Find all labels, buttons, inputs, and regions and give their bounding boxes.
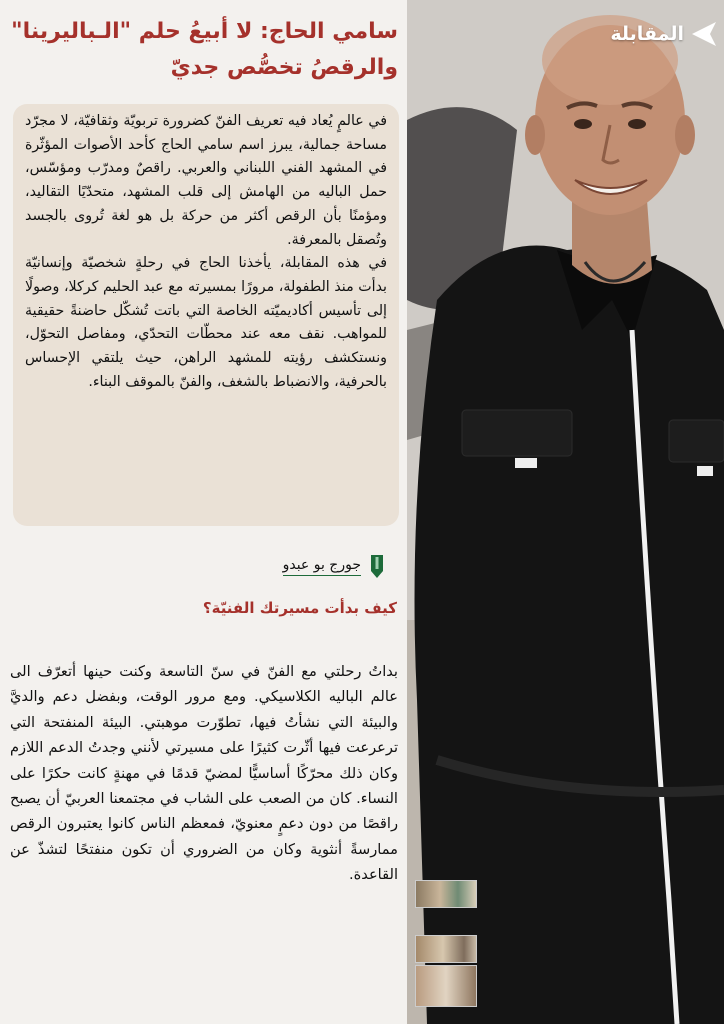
author-name: جورج بو عبدو xyxy=(283,557,361,576)
interview-answer: بداتُ رحلتي مع الفنّ في سنّ التاسعة وكنت حينها أتعرّف الى عالم الباليه الكلاسيكي. ومع مرور الوقت، وبفضل دعم والديَّ والبيئة التي نشأتُ فيها، تطوّرت موهبتي. البيئة المنفتحة التي ترعرعت فيها أثّرت كثيرًا على مسيرتي لأنني وجدتُ الدعم اللازم وكان ذلك محرّكًا أساسيًّا لمضيّ قدمًا في مهنةٍ كانت حكرًا على النساء. كان من الصعب على الشاب في مجتمعنا العربيّ أن يصبح راقصًا من دون دعمٍ معنويّ، فمعظم الناس كانوا يعتبرون الرقص ممارسةً أنثوية وكان من الضروري أن تكون منفتحًا لتشذّ عن القاعدة. xyxy=(10,663,398,884)
pen-icon xyxy=(367,553,387,579)
section-label xyxy=(610,20,718,48)
article-title: سامي الحاج: لا أبيعُ حلم "الـباليرينا" والرقصُ تخصُّص جديّ xyxy=(11,19,398,80)
section-label-text: المقابلة xyxy=(610,23,684,45)
thumbnail-image xyxy=(415,965,477,1007)
intro-paragraph-2: في هذه المقابلة، يأخذنا الحاج في رحلةٍ شخصيّة وإنسانيّة بدأت منذ الطفولة، مرورًا بمسيرته مع عبد الحليم كركلا، وصولًا إلى تأسيس أكاديميّته الخاصة التي باتت تُشكّل حاضنةً حقيقية للمواهب. نقف معه عند محطّات التحدّي، ومفاصل التحوّل، ونستكشف رؤيته للمشهد الراهن، حيث يلتقي الإحساس بالحرفية، والانضباط بالشغف، والفنّ بالموقف البناء. xyxy=(25,255,387,390)
play-arrow-icon xyxy=(690,20,718,48)
portrait-illustration xyxy=(407,0,724,1024)
interview-question: كيف بدأت مسيرتك الفنيّة؟ xyxy=(202,599,397,617)
thumbnail-image xyxy=(415,880,477,908)
thumbnail-image xyxy=(415,935,477,963)
portrait-photo xyxy=(407,0,724,1024)
intro-paragraph-1: في عالمٍ يُعاد فيه تعريف الفنّ كضرورة تربويّة وثقافيّة، لا مجرّد مساحة جمالية، يبرز اسم سامي الحاج كأحد الأصوات المؤثّرة في المشهد الفني اللبناني والعربي. راقصٌ ومدرّب ومؤسّس، حمل الباليه من الهامش إلى قلب المشهد، متحدّيًا التقاليد، ومؤمنًا بأن الرقص أكثر من حركة بل هو لغة تُروى بالجسد وتُصقل بالمعرفة. xyxy=(25,113,387,248)
author-byline xyxy=(283,553,387,579)
intro-box xyxy=(13,104,399,526)
